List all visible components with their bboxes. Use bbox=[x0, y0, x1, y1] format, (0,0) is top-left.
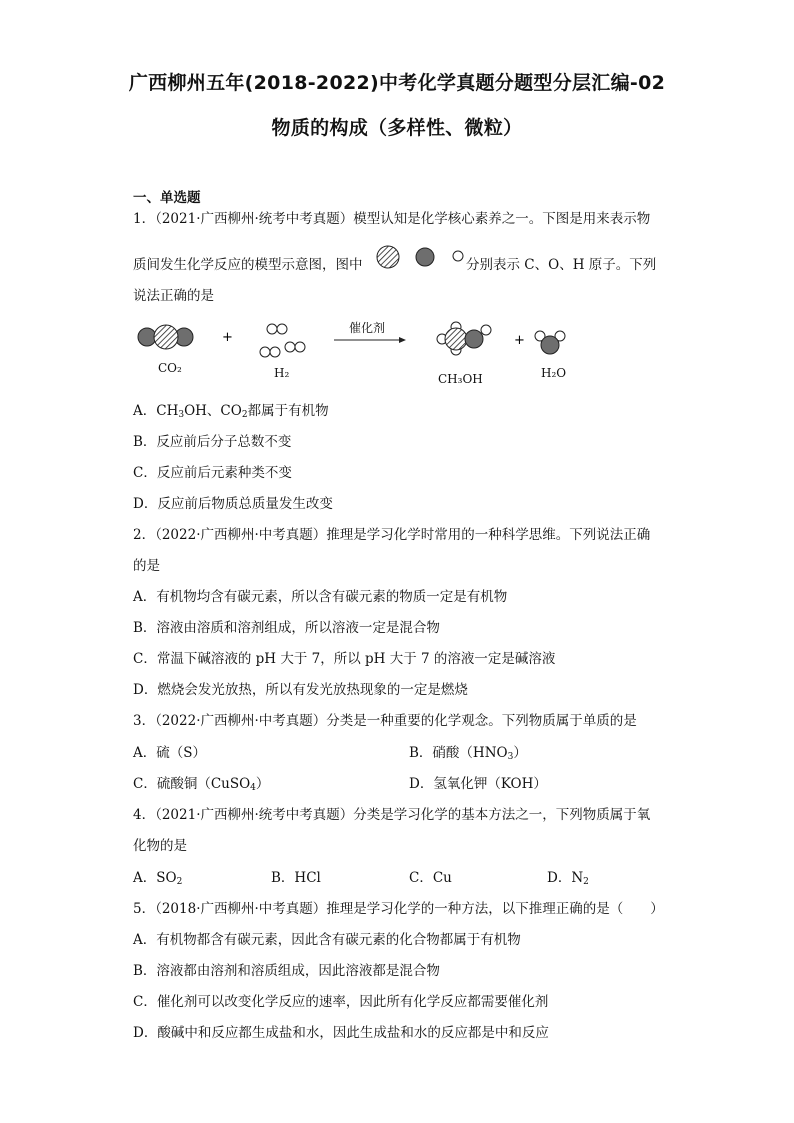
h2o-label: H₂O bbox=[541, 366, 567, 380]
h2o-molecule bbox=[535, 331, 565, 354]
q5-option-d[interactable]: D．酸碱中和反应都生成盐和水，因此生成盐和水的反应都是中和反应 bbox=[133, 1025, 549, 1041]
q3-option-b[interactable]: B．硝酸$(HNO_3)$ bbox=[409, 745, 527, 762]
carbon-atom-icon bbox=[377, 246, 399, 268]
plus-sign-2: + bbox=[514, 333, 525, 348]
q3-option-d[interactable]: D．氢氧化钾（KOH） bbox=[409, 776, 547, 792]
q1-stem-line2 bbox=[133, 256, 363, 274]
q1-stem-line3: 说法正确的是 bbox=[133, 288, 214, 304]
q1-stem-line1: 1．（2021·广西柳州·统考中考真题）模型认知是化学核心素养之一。下图是用来表示物 bbox=[133, 211, 651, 227]
arrow-head bbox=[399, 337, 406, 343]
h2-molecules bbox=[260, 324, 305, 357]
q5-option-a[interactable]: A．有机物都含有碳元素，因此含有碳元素的化合物都属于有机物 bbox=[133, 932, 521, 948]
q4-stem-line2: 化物的是 bbox=[133, 838, 187, 854]
q1-option-d[interactable]: D．反应前后物质总质量发生改变 bbox=[133, 496, 333, 512]
ch3oh-molecule bbox=[437, 322, 491, 355]
q1-option-b[interactable]: B．反应前后分子总数不变 bbox=[133, 434, 292, 450]
section-heading: 一、单选题 bbox=[133, 190, 201, 206]
q5-stem: 5．（2018·广西柳州·中考真题）推理是学习化学的一种方法，以下推理正确的是（ ） bbox=[133, 901, 664, 917]
q4-option-d[interactable]: D．$N_2$ bbox=[547, 870, 589, 887]
q4-option-c[interactable]: C．Cu bbox=[409, 870, 452, 886]
co2-molecule bbox=[138, 325, 193, 349]
q2-stem-line1: 2．（2022·广西柳州·中考真题）推理是学习化学时常用的一种科学思维。下列说法正确 bbox=[133, 527, 651, 543]
q2-option-d[interactable]: D．燃烧会发光放热，所以有发光放热现象的一定是燃烧 bbox=[133, 682, 468, 698]
q1-option-a[interactable]: A．$CH_3OH$、$CO_2$都属于有机物 bbox=[133, 403, 329, 420]
paper-title-line2: 物质的构成（多样性、微粒） bbox=[271, 117, 523, 139]
q1-option-c[interactable]: C．反应前后元素种类不变 bbox=[133, 465, 292, 481]
paper-title-line1: 广西柳州五年(2018-2022)中考化学真题分题型分层汇编-02 bbox=[128, 72, 666, 94]
co2-label: CO₂ bbox=[158, 361, 182, 375]
q4-option-a[interactable]: A．$SO_2$ bbox=[133, 870, 183, 887]
q4-option-b[interactable]: B．HCl bbox=[271, 870, 321, 886]
q5-option-c[interactable]: C．催化剂可以改变化学反应的速率，因此所有化学反应都需要催化剂 bbox=[133, 994, 549, 1010]
hydrogen-atom-icon bbox=[453, 251, 463, 261]
q3-option-a[interactable]: A．硫（S） bbox=[133, 745, 206, 761]
h2-label: H₂ bbox=[274, 366, 290, 380]
q5-option-b[interactable]: B．溶液都由溶剂和溶质组成，因此溶液都是混合物 bbox=[133, 963, 440, 979]
q3-option-c[interactable]: C．硫酸铜（CuSO$_4$） bbox=[133, 776, 270, 793]
oxygen-atom-icon bbox=[416, 248, 434, 266]
q2-stem-line2: 的是 bbox=[133, 558, 160, 574]
q3-stem: 3．（2022·广西柳州·中考真题）分类是一种重要的化学观念。下列物质属于单质的是 bbox=[133, 713, 637, 729]
catalyst-label: 催化剂 bbox=[349, 321, 386, 335]
q4-stem-line1: 4．（2021·广西柳州·统考中考真题）分类是学习化学的基本方法之一，下列物质属于氧 bbox=[133, 807, 651, 823]
q2-option-c[interactable]: C．常温下碱溶液的 pH 大于 7，所以 pH 大于 7 的溶液一定是碱溶液 bbox=[133, 651, 556, 667]
atom-legend-icons bbox=[373, 244, 473, 274]
q1-stem-line2-b: 分别表示 C、O、H 原子。下列 bbox=[466, 257, 657, 273]
q2-option-b[interactable]: B．溶液由溶质和溶剂组成，所以溶液一定是混合物 bbox=[133, 620, 440, 636]
ch3oh-label: CH₃OH bbox=[438, 372, 483, 386]
plus-sign-1: + bbox=[222, 330, 233, 345]
q2-option-a[interactable]: A．有机物均含有碳元素，所以含有碳元素的物质一定是有机物 bbox=[133, 589, 508, 605]
q1-stem-line2-a: 质间发生化学反应的模型示意图，图中 bbox=[133, 257, 363, 273]
